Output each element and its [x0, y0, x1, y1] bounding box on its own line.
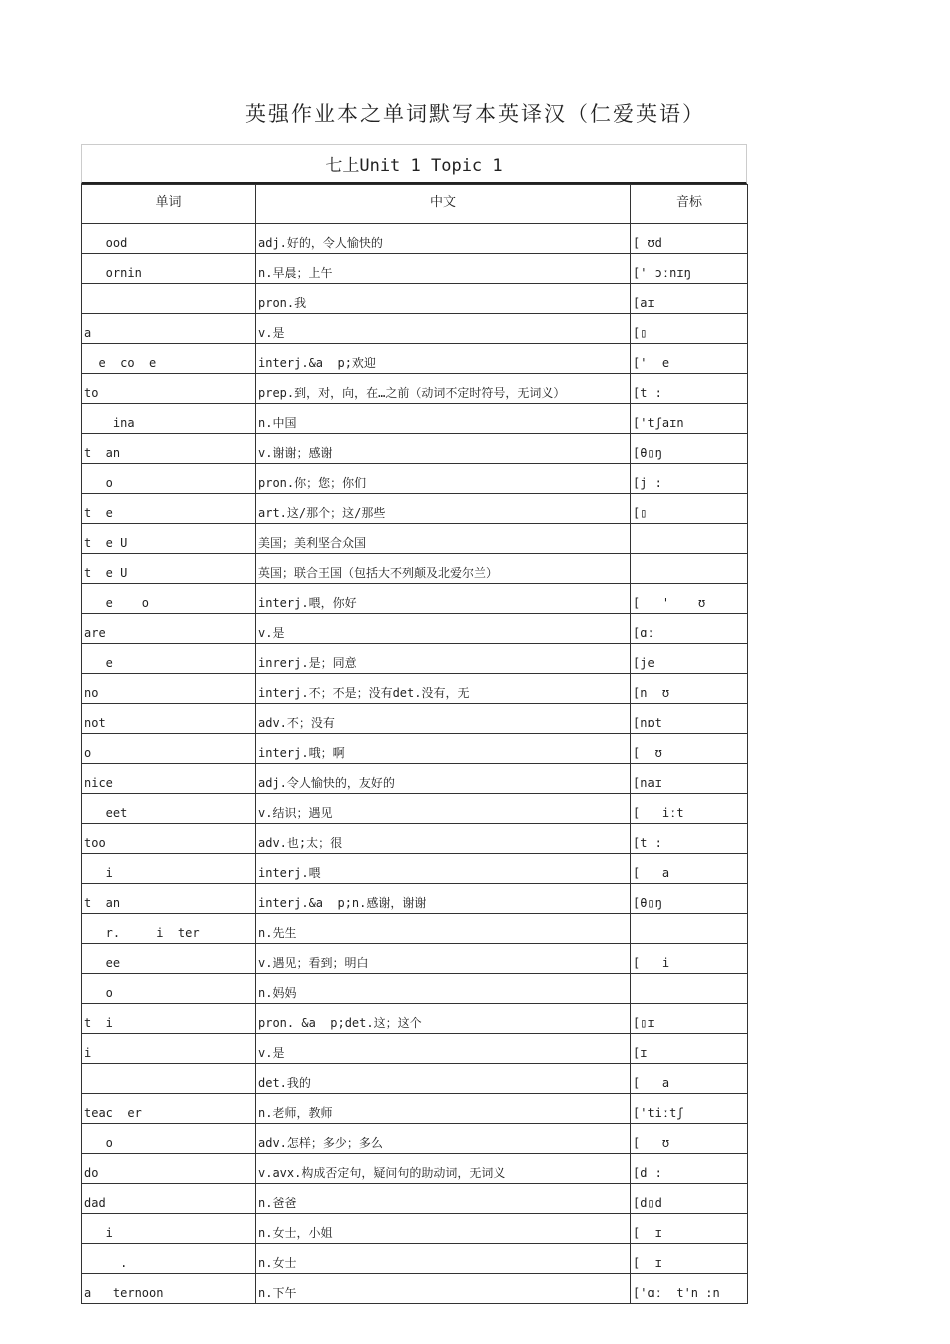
chinese-cell: prep.到，对，向，在…之前（动词不定时符号，无词义） [256, 374, 631, 404]
document-title: 英强作业本之单词默写本英译汉（仁爱英语） [245, 102, 705, 126]
chinese-cell: det.我的 [256, 1064, 631, 1094]
phonetic-cell: [θ▯ŋ [631, 434, 748, 464]
table-row [82, 434, 748, 464]
word-cell: t e [82, 494, 256, 524]
chinese-cell: n.先生 [256, 914, 631, 944]
chinese-cell: n.早晨；上午 [256, 254, 631, 284]
chinese-cell: v.是 [256, 614, 631, 644]
phonetic-cell: ['tʃaɪn [631, 404, 748, 434]
chinese-cell: n.中国 [256, 404, 631, 434]
word-cell: i [82, 1214, 256, 1244]
phonetic-cell: [ɪ [631, 1034, 748, 1064]
phonetic-cell: [d : [631, 1154, 748, 1184]
phonetic-cell: [ ʊ [631, 734, 748, 764]
chinese-cell: interj.&a p;n.感谢，谢谢 [256, 884, 631, 914]
table-row [82, 1184, 748, 1214]
word-cell [82, 284, 256, 314]
chinese-cell: n.爸爸 [256, 1184, 631, 1214]
word-cell: i [82, 1034, 256, 1064]
table-row [82, 944, 748, 974]
table-row [82, 1124, 748, 1154]
word-cell: t an [82, 434, 256, 464]
word-cell: a ternoon [82, 1274, 256, 1304]
word-cell: e [82, 644, 256, 674]
phonetic-cell: [aɪ [631, 284, 748, 314]
word-cell: e co e [82, 344, 256, 374]
table-row [82, 1244, 748, 1274]
table-row [82, 1034, 748, 1064]
phonetic-cell: [▯ɪ [631, 1004, 748, 1034]
table-row [82, 1214, 748, 1244]
word-cell: ornin [82, 254, 256, 284]
chinese-cell: adj.好的，令人愉快的 [256, 224, 631, 254]
word-cell: do [82, 1154, 256, 1184]
word-cell: i [82, 854, 256, 884]
chinese-cell: interj.喂，你好 [256, 584, 631, 614]
table-row [82, 1004, 748, 1034]
phonetic-cell: [ ʊ [631, 1124, 748, 1154]
phonetic-cell: [' e [631, 344, 748, 374]
word-cell: no [82, 674, 256, 704]
chinese-cell: art.这/那个；这/那些 [256, 494, 631, 524]
word-cell: are [82, 614, 256, 644]
phonetic-cell [631, 524, 748, 554]
table-row [82, 764, 748, 794]
phonetic-cell: [ i [631, 944, 748, 974]
chinese-cell: interj.哦；啊 [256, 734, 631, 764]
phonetic-cell: [ ɪ [631, 1214, 748, 1244]
word-cell: t an [82, 884, 256, 914]
table-row [82, 494, 748, 524]
chinese-cell: interj.&a p;欢迎 [256, 344, 631, 374]
word-cell: ee [82, 944, 256, 974]
word-cell: e o [82, 584, 256, 614]
topic-heading: 七上Unit 1 Topic 1 [81, 144, 747, 184]
phonetic-cell [631, 554, 748, 584]
word-cell: ood [82, 224, 256, 254]
chinese-cell: v.遇见；看到；明白 [256, 944, 631, 974]
chinese-cell: n.女士，小姐 [256, 1214, 631, 1244]
chinese-cell: pron.我 [256, 284, 631, 314]
table-row [82, 794, 748, 824]
word-cell: a [82, 314, 256, 344]
table-row [82, 974, 748, 1004]
word-cell: r. i ter [82, 914, 256, 944]
phonetic-cell: [ iːt [631, 794, 748, 824]
vocabulary-sheet [81, 144, 747, 1304]
word-cell: nice [82, 764, 256, 794]
phonetic-cell: [θ▯ŋ [631, 884, 748, 914]
chinese-cell: v.avx.构成否定句，疑问句的助动词，无词义 [256, 1154, 631, 1184]
word-cell: o [82, 464, 256, 494]
chinese-cell: n.妈妈 [256, 974, 631, 1004]
phonetic-cell: [j : [631, 464, 748, 494]
phonetic-cell: [je [631, 644, 748, 674]
word-cell: eet [82, 794, 256, 824]
chinese-cell: pron.你；您；你们 [256, 464, 631, 494]
word-cell: teac er [82, 1094, 256, 1124]
word-cell: o [82, 974, 256, 1004]
table-row [82, 314, 748, 344]
phonetic-cell: [ a [631, 1064, 748, 1094]
table-row [82, 584, 748, 614]
table-row [82, 404, 748, 434]
phonetic-cell: [nɒt [631, 704, 748, 734]
chinese-cell: v.谢谢；感谢 [256, 434, 631, 464]
chinese-cell: interj.喂 [256, 854, 631, 884]
word-cell: o [82, 734, 256, 764]
chinese-cell: 英国；联合王国（包括大不列颠及北爱尔兰） [256, 554, 631, 584]
phonetic-cell: [ɑː [631, 614, 748, 644]
chinese-cell: adv.怎样；多少；多么 [256, 1124, 631, 1154]
chinese-cell: v.结识；遇见 [256, 794, 631, 824]
table-row [82, 1064, 748, 1094]
header-chinese: 中文 [256, 185, 631, 224]
table-row [82, 884, 748, 914]
table-row [82, 224, 748, 254]
phonetic-cell: [ ɪ [631, 1244, 748, 1274]
table-row [82, 344, 748, 374]
word-cell: o [82, 1124, 256, 1154]
phonetic-cell: [d▯d [631, 1184, 748, 1214]
chinese-cell: n.女士 [256, 1244, 631, 1274]
word-cell: to [82, 374, 256, 404]
table-row [82, 824, 748, 854]
table-row [82, 1154, 748, 1184]
phonetic-cell: [' ɔːnɪŋ [631, 254, 748, 284]
chinese-cell: adv.也;太；很 [256, 824, 631, 854]
table-row [82, 1094, 748, 1124]
table-row [82, 554, 748, 584]
word-cell: . [82, 1244, 256, 1274]
word-cell: t e U [82, 554, 256, 584]
table-row [82, 524, 748, 554]
phonetic-cell: [▯ [631, 494, 748, 524]
phonetic-cell [631, 974, 748, 1004]
word-cell: t i [82, 1004, 256, 1034]
chinese-cell: v.是 [256, 314, 631, 344]
chinese-cell: v.是 [256, 1034, 631, 1064]
vocabulary-table [81, 184, 748, 1304]
phonetic-cell: [ ' ʊ [631, 584, 748, 614]
header-phonetic: 音标 [631, 185, 748, 224]
word-cell [82, 1064, 256, 1094]
chinese-cell: n.下午 [256, 1274, 631, 1304]
header-word: 单词 [82, 185, 256, 224]
phonetic-cell [631, 914, 748, 944]
phonetic-cell: [naɪ [631, 764, 748, 794]
word-cell: not [82, 704, 256, 734]
table-row [82, 704, 748, 734]
word-cell: dad [82, 1184, 256, 1214]
header-row [82, 185, 748, 224]
table-row [82, 374, 748, 404]
table-row [82, 284, 748, 314]
phonetic-cell: [ ʊd [631, 224, 748, 254]
word-cell: too [82, 824, 256, 854]
phonetic-cell: [▯ [631, 314, 748, 344]
table-row [82, 914, 748, 944]
phonetic-cell: [ a [631, 854, 748, 884]
phonetic-cell: ['ɑː t'n :n [631, 1274, 748, 1304]
table-row [82, 464, 748, 494]
chinese-cell: interj.不；不是；没有det.没有，无 [256, 674, 631, 704]
table-row [82, 254, 748, 284]
chinese-cell: adv.不；没有 [256, 704, 631, 734]
phonetic-cell: ['tiːtʃ [631, 1094, 748, 1124]
table-row [82, 734, 748, 764]
word-cell: ina [82, 404, 256, 434]
table-row [82, 644, 748, 674]
phonetic-cell: [t : [631, 824, 748, 854]
table-row [82, 674, 748, 704]
table-row [82, 1274, 748, 1304]
phonetic-cell: [t : [631, 374, 748, 404]
table-row [82, 854, 748, 884]
chinese-cell: pron. &a p;det.这；这个 [256, 1004, 631, 1034]
phonetic-cell: [n ʊ [631, 674, 748, 704]
table-row [82, 614, 748, 644]
word-cell: t e U [82, 524, 256, 554]
chinese-cell: adj.令人愉快的，友好的 [256, 764, 631, 794]
chinese-cell: 美国；美利坚合众国 [256, 524, 631, 554]
chinese-cell: inrerj.是；同意 [256, 644, 631, 674]
chinese-cell: n.老师，教师 [256, 1094, 631, 1124]
